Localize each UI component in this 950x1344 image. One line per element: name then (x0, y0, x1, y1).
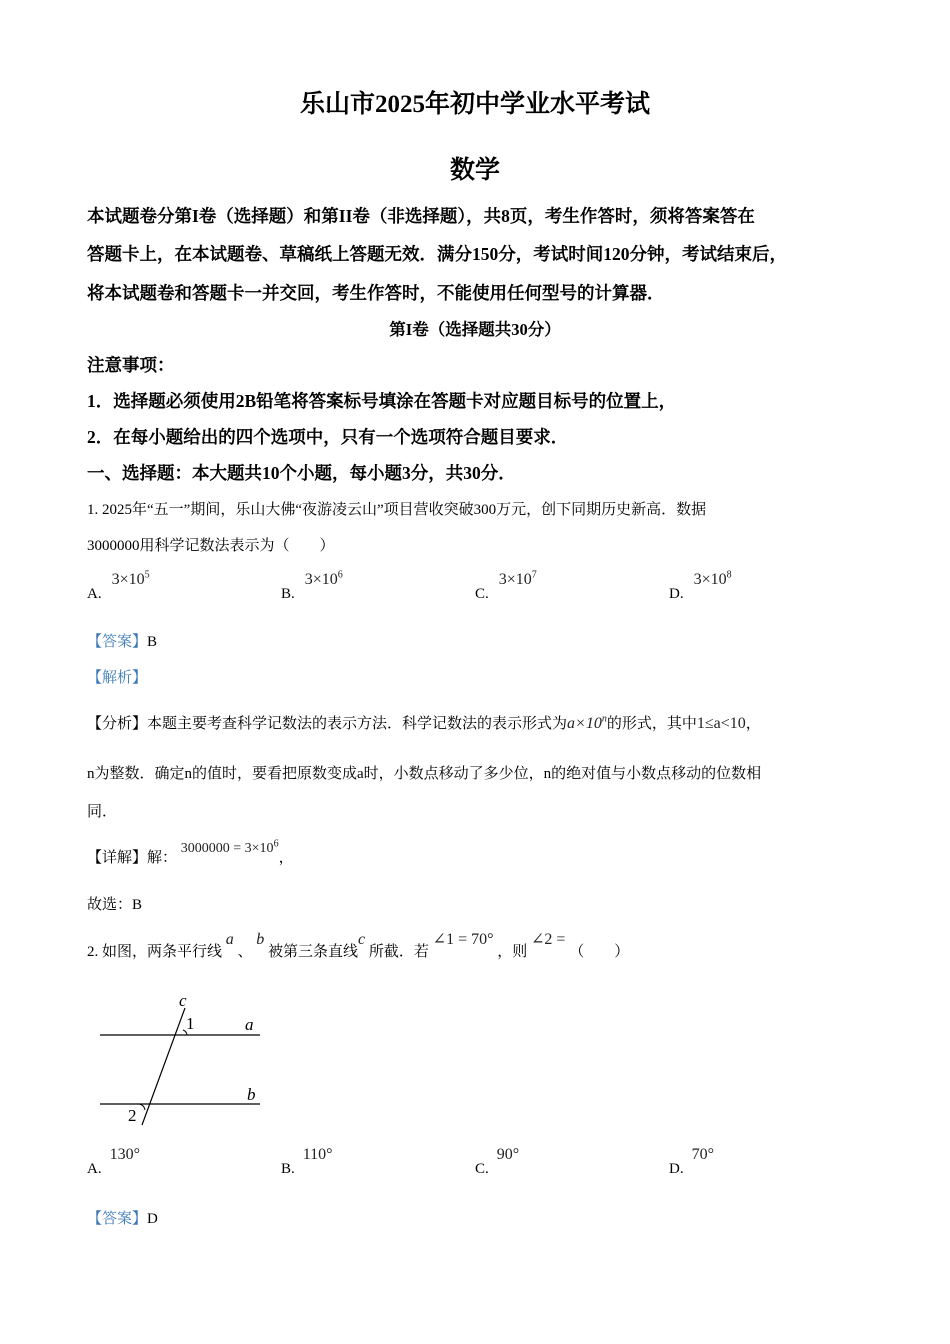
option-value: $3\times 10^6$ (304, 570, 343, 589)
target-formula: ∠2 = (531, 931, 566, 948)
option-letter: A. (87, 586, 102, 603)
exam-title: 乐山市2025年初中学业水平考试 (299, 91, 650, 118)
intro-line-1: 本试题卷分第I卷（选择题）和第II卷（非选择题），共8页，考生作答时，须将答案答在 (87, 206, 755, 226)
var-c: c (358, 931, 366, 948)
note-item-2: 2．在每小题给出的四个选项中，只有一个选项符合题目要求． (87, 427, 569, 447)
var-b: b (256, 931, 265, 948)
analysis-heading: 【分析】 (87, 716, 148, 732)
intro-line-3: 将本试题卷和答题卡一并交回，考生作答时，不能使用任何型号的计算器． (87, 283, 665, 303)
parallel-lines-figure (95, 990, 270, 1130)
answer-value: D (147, 1211, 158, 1227)
option-value: $3\times 10^7$ (498, 570, 537, 589)
q1-option-a (87, 570, 150, 603)
answer-label: 【答案】 (87, 634, 148, 650)
svg-text:b: b (247, 1085, 256, 1104)
detail-label: 【详解】解： (87, 850, 178, 866)
answer-label: 【答案】 (87, 1211, 148, 1227)
q2-option-a: A. 130° (87, 1146, 140, 1177)
svg-text:c: c (179, 991, 187, 1010)
q2-text: 2. 如图，两条平行线 a 、 b 被第三条直线c 所截．若 ∠1 = 70° ，则 ∠2 = （ ） (87, 931, 630, 960)
var-a: a (225, 931, 234, 948)
option-letter: D. (669, 586, 684, 603)
svg-text:1: 1 (186, 1014, 195, 1033)
angle-2-arc (137, 1104, 145, 1110)
q1-analysis-line-1: 【分析】本题主要考查科学记数法的表示方法．科学记数法的表示形式为$a\times 10^n$的形式，其中1≤a<10， (87, 713, 761, 732)
subject-title: 数学 (449, 157, 500, 184)
part-heading: 一、选择题：本大题共10个小题，每小题3分，共30分． (87, 463, 516, 483)
range-formula: 1≤a<10 (696, 715, 746, 732)
option-letter: C. (475, 586, 489, 603)
option-value: $3\times 10^5$ (111, 570, 150, 589)
q1-analysis-line-2: n为整数．确定n的值时，要看把原数变成a时，小数点移动了多少位，n的绝对值与小数点移动的位数相 (87, 766, 762, 782)
q2-option-d: D. 70° (669, 1146, 714, 1177)
option-letter: B. (281, 586, 295, 603)
q1-conclusion: 故选：B (87, 897, 143, 913)
detail-formula: $3000000 = 3\times 10^6$ (180, 838, 279, 856)
q1-answer (87, 630, 157, 651)
line-c (142, 1008, 185, 1125)
section-title: 第I卷（选择题共30分） (389, 320, 561, 339)
svg-text:a: a (245, 1015, 254, 1034)
notes-heading: 注意事项： (87, 355, 175, 375)
q2-answer (87, 1207, 158, 1228)
q1-option-d (669, 570, 732, 603)
option-value: $3\times 10^8$ (693, 570, 732, 589)
q1-option-b (281, 570, 343, 603)
q1-option-c (475, 570, 537, 603)
q1-analysis-label: 【解析】 (87, 670, 148, 686)
q2-option-c: C. 90° (475, 1146, 520, 1177)
note-item-1: 1．选择题必须使用2B铅笔将答案标号填涂在答题卡对应题目标号的位置上， (87, 391, 677, 411)
q1-detail: 【详解】解： $3000000 = 3\times 10^6$， (87, 838, 294, 866)
q1-text-line-2: 3000000用科学记数法表示为（ ） (87, 538, 335, 554)
intro-line-2: 答题卡上，在本试题卷、草稿纸上答题无效．满分150分，考试时间120分钟，考试结束后， (87, 244, 787, 264)
condition-formula: ∠1 = 70° (432, 931, 494, 948)
formula: $a\times 10^n$ (567, 713, 607, 732)
answer-value: B (147, 634, 158, 650)
q1-text-line-1: 1. 2025年“五一”期间，乐山大佛“夜游凌云山”项目营收突破300万元，创下同期历史新高．数据 (87, 502, 707, 518)
svg-text:2: 2 (128, 1106, 137, 1125)
q2-option-b: B. 110° (281, 1146, 333, 1177)
q1-analysis-line-3: 同． (87, 804, 118, 820)
